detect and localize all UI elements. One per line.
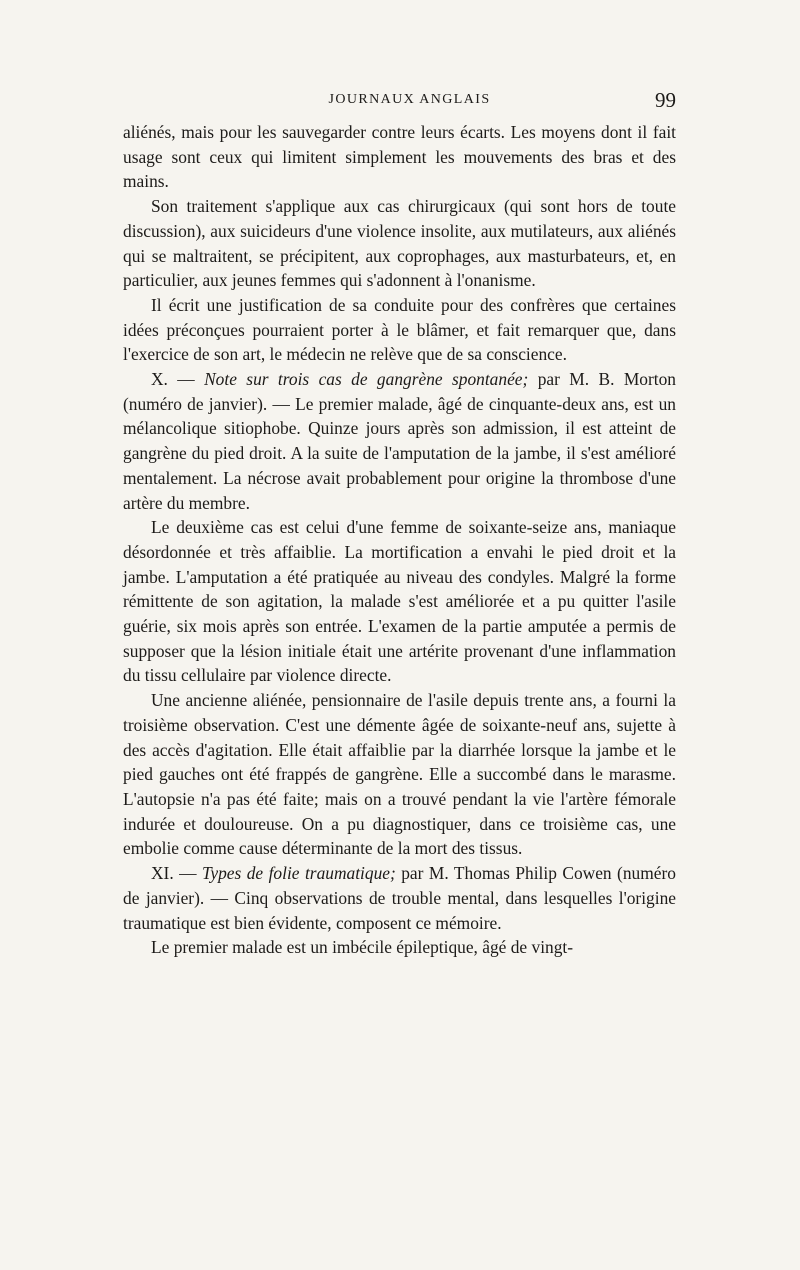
- paragraph-third-case: Une ancienne aliénée, pensionnaire de l'asile depuis trente ans, a fourni la troisième observation. C'est une démente âgée de soixante-neuf ans, sujette à des accès d'agitation. Elle était affaiblie par la diarrhée lorsque la jambe et le pied gauches ont été frappés de gangrène. Elle a succombé dans le marasme. L'autopsie n'a pas été faite; mais on a trouvé pendant la vie l'artère fémorale indurée et douloureuse. On a pu diagnostiquer, dans ce troisième cas, une embolie comme cause déterminante de la mort des tissus.: [123, 690, 676, 859]
- book-page: [123, 88, 676, 960]
- page-number: 99: [655, 88, 676, 112]
- body-text: [123, 120, 676, 960]
- section-xi-text: par M. Thomas Philip Cowen (numéro de janvier). — Cinq observations de trouble mental, dans lesquelles l'origine traumatique est bien évidente, composent ce mémoire.: [123, 863, 676, 933]
- section-x-number: X. —: [151, 369, 205, 390]
- paragraph-second-case: Le deuxième cas est celui d'une femme de soixante-seize ans, maniaque désordonnée et très affaiblie. La mortification a envahi le pied droit et la jambe. L'amputation a été pratiquée au niveau des condyles. Malgré la forme rémittente de son agitation, la malade s'est améliorée et a pu quitter l'asile guérie, six mois après son entrée. L'examen de la partie amputée a permis de supposer que la lésion initiale était une artérite provenant d'une inflammation du tissu cellulaire par violence directe.: [123, 517, 676, 686]
- section-xi-number: XI. —: [151, 863, 202, 884]
- paragraph-section-x: [123, 367, 676, 515]
- page-header: [123, 88, 676, 118]
- section-x-text: par M. B. Morton (numéro de janvier). — Le premier malade, âgé de cinquante-deux ans, est un mélancolique sitiophobe. Quinze jours après son admission, il est atteint de gangrène du pied droit. A la suite de l'amputation de la jambe, il s'est amélioré mentalement. La nécrose avait probablement pour origine la thrombose d'une artère du membre.: [123, 369, 676, 513]
- running-title: JOURNAUX ANGLAIS: [328, 92, 491, 107]
- paragraph-treatment: Son traitement s'applique aux cas chirurgicaux (qui sont hors de toute discussion), aux suicideurs d'une violence insolite, aux mutilateurs, aux aliénés qui se maltraitent, se précipitent, aux coprophages, aux masturbateurs, et, en particulier, aux jeunes femmes qui s'adonnent à l'onanisme.: [123, 196, 676, 291]
- paragraph-section-xi: [123, 861, 676, 935]
- section-x-title: Note sur trois cas de gangrène spontanée;: [204, 369, 529, 390]
- paragraph-justification: Il écrit une justification de sa conduite pour des confrères que certaines idées préconçues pourraient porter à le blâmer, et fait remarquer que, dans l'exercice de son art, le médecin ne relève que de sa conscience.: [123, 294, 676, 365]
- paragraph-continuation: aliénés, mais pour les sauvegarder contre leurs écarts. Les moyens dont il fait usage sont ceux qui limitent simplement les mouvements des bras et des mains.: [123, 122, 676, 192]
- paragraph-first-patient: Le premier malade est un imbécile épileptique, âgé de vingt-: [151, 937, 574, 958]
- section-xi-title: Types de folie traumatique;: [202, 863, 396, 884]
